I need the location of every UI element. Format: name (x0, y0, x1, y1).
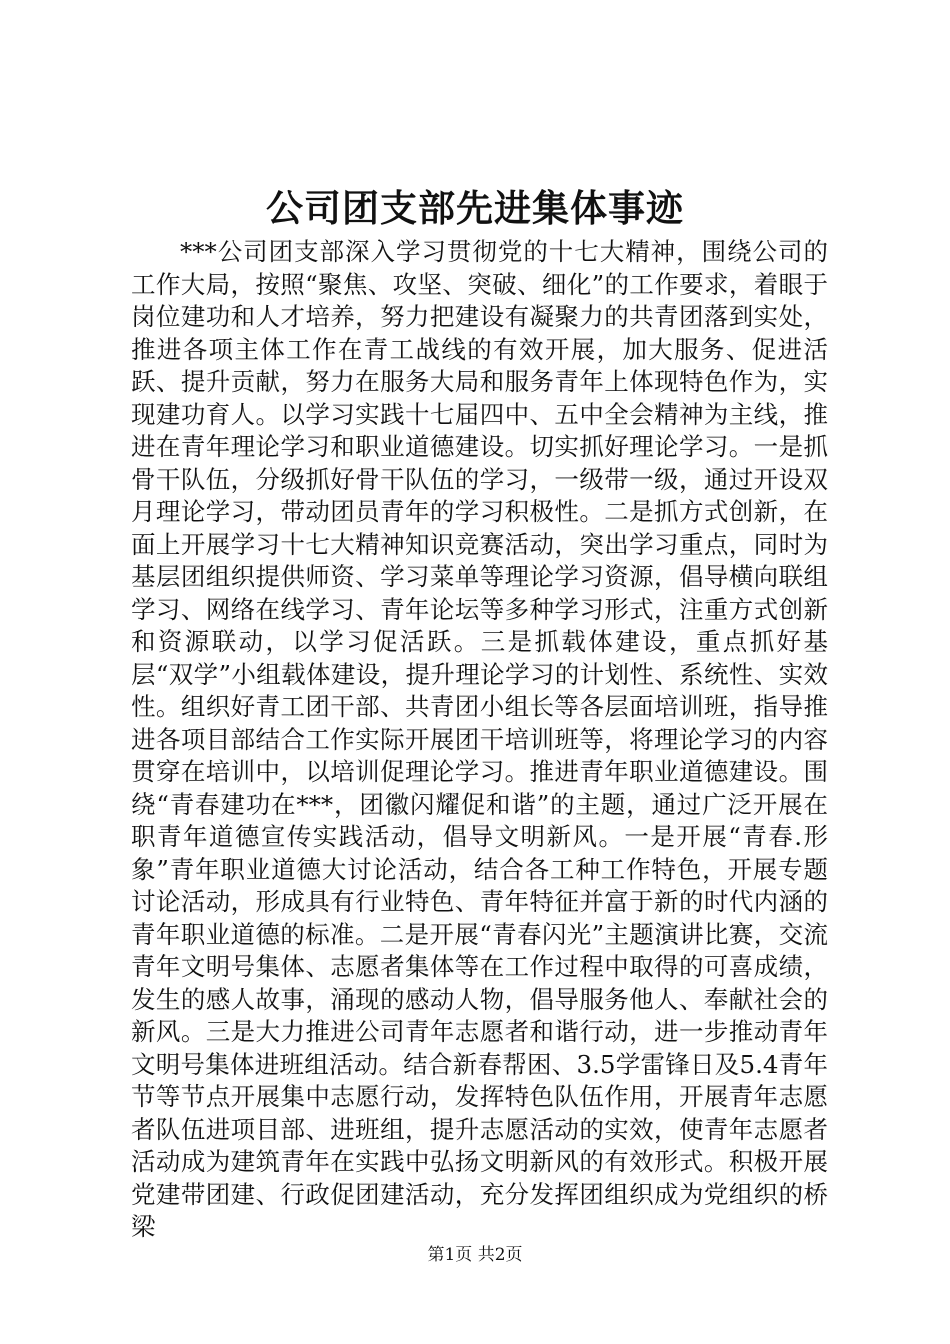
page-indicator: 第1页 共2页 (427, 1245, 523, 1265)
document-body-paragraph: ***公司团支部深入学习贯彻党的十七大精神，围绕公司的工作大局，按照“聚焦、攻坚、突破、细化”的工作要求，着眼于岗位建功和人才培养，努力把建设有凝聚力的共青团落到实处，推进各项主体工作在青工战线的有效开展，加大服务、促进活跃、提升贡献，努力在服务大局和服务青年上体现特色作为，实现建功育人。以学习实践十七届四中、五中全会精神为主线，推进在青年理论学习和职业道德建设。切实抓好理论学习。一是抓骨干队伍，分级抓好骨干队伍的学习，一级带一级，通过开设双月理论学习，带动团员青年的学习积极性。二是抓方式创新，在面上开展学习十七大精神知识竞赛活动，突出学习重点，同时为基层团组织提供师资、学习菜单等理论学习资源，倡导横向联组学习、网络在线学习、青年论坛等多种学习形式，注重方式创新和资源联动，以学习促活跃。三是抓载体建设，重点抓好基层“双学”小组载体建设，提升理论学习的计划性、系统性、实效性。组织好青工团干部、共青团小组长等各层面培训班，指导推进各项目部结合工作实际开展团干培训班等，将理论学习的内容贯穿在培训中，以培训促理论学习。推进青年职业道德建设。围绕“青春建功在***，团徽闪耀促和谐”的主题，通过广泛开展在职青年道德宣传实践活动，倡导文明新风。一是开展“青春.形象”青年职业道德大讨论活动，结合各工种工作特色，开展专题讨论活动，形成具有行业特色、青年特征并富于新的时代内涵的青年职业道德的标准。二是开展“青春闪光”主题演讲比赛，交流青年文明号集体、志愿者集体等在工作过程中取得的可喜成绩，发生的感人故事，涌现的感动人物，倡导服务他人、奉献社会的新风。三是大力推进公司青年志愿者和谐行动，进一步推动青年文明号集体进班组活动。结合新春帮困、3.5学雷锋日及5.4青年节等节点开展集中志愿行动，发挥特色队伍作用，开展青年志愿者队伍进项目部、进班组，提升志愿活动的实效，使青年志愿者活动成为建筑青年在实践中弘扬文明新风的有效形式。积极开展党建带团建、行政促团建活动，充分发挥团组织成为党组织的桥梁 (131, 237, 828, 1241)
document-title: 公司团支部先进集体事迹 (266, 186, 684, 230)
